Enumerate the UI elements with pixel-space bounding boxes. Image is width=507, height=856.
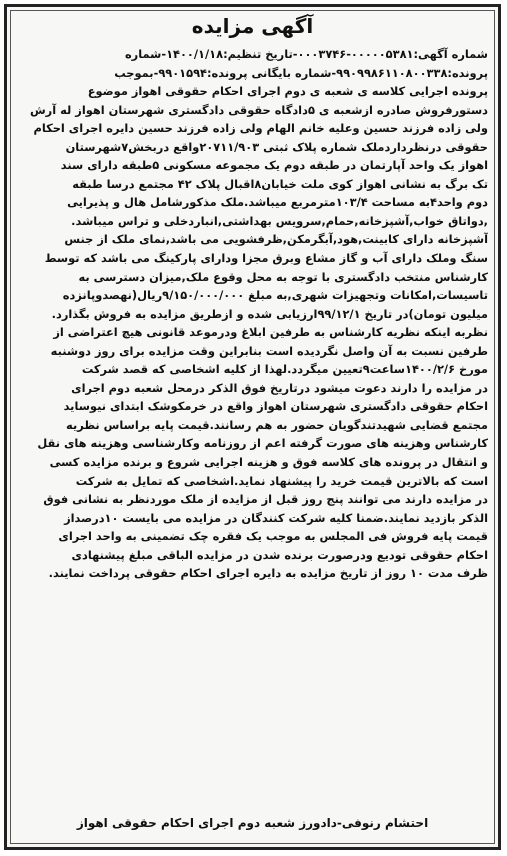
notice-line: احکام حقوقی دادگستری شهرستان اهواز واقع در خرمکوشک ابتدای نیوساید [63, 399, 488, 414]
notice-line: نظربه اینکه نظریه کارشناس به طرفین ابلاغ ودرموعد قانونی هیچ اعتراضی از [53, 325, 488, 340]
notice-line: کارشناس منتخب دادگستری با توجه به محل وقوع ملک,میزان دسترسی به [78, 269, 488, 284]
notice-line: در مزایده را دارند دعوت میشود درتاریخ فوق الذکر درمحل شعبه دوم اجرای [71, 380, 488, 395]
notice-line: الذکر بازدید نمایند.ضمنا کلیه شرکت کنندگان در مزایده می بایست ۱۰درصداز [64, 510, 488, 525]
notice-line: پرونده:۹۹۰۹۹۸۶۱۱۰۸۰۰۳۳۸-شماره بایگانی پرونده:۹۹۰۱۵۹۴-بموجب [114, 65, 488, 80]
notice-line: ظرف مدت ۱۰ روز از تاریخ مزایده به دایره اجرای احکام حقوقی پرداخت نمایند. [48, 566, 488, 581]
notice-body [17, 45, 488, 583]
notice-line: میلیون تومان)در تاریخ ۹۹/۱۲/۱ارزیابی شده و ازطریق مزایده به فروش بگذارد. [51, 306, 488, 321]
notice-line: تک برگ به نشانی اهواز کوی ملت خیابان۸اقبال پلاک ۴۲ مجتمع درسا طبقه [72, 176, 488, 191]
notice-line: و انتقال در پرونده های کلاسه فوق و هزینه اجرایی شروع و برنده مزایده کسی [49, 455, 488, 470]
notice-title: آگهی مزایده [191, 14, 314, 38]
notice-line: شماره آگهی:۰۰۰۰۰۵۳۸۱-۰۰۰۳۷۴۶-تاریخ تنظیم:۱۴۰۰/۱/۱۸-شماره [124, 47, 488, 61]
notice-line: احکام حقوقی تودیع ودرصورت برنده شدن در مزایده الباقی مبلغ پیشنهادی [71, 547, 488, 562]
notice-line: کارشناس وهزینه های صورت گرفته اعم از روزنامه وکارشناسی وهزینه های نقل [37, 436, 488, 451]
notice-line: حقوقی درنظرداردملک شماره پلاک ثبتی ۲۰۷۱۱/۹۰۳واقع دربخش۷شهرستان [65, 139, 488, 154]
notice-line: اهواز یک واحد آپارتمان در طبقه دوم یک مجموعه مسکونی ۵طبقه دارای سند [60, 158, 488, 173]
notice-line: مجتمع قضایی شهیدتندگویان حضور به هم رسانند.قیمت پایه براساس نظریه [66, 417, 488, 432]
notice-line: ولی زاده فرزند حسین وعلیه خانم الهام ولی زاده فرزند حسین دایره اجرای احکام [33, 121, 488, 136]
notice-signature: احتشام رنوفی-دادورز شعبه دوم اجرای احکام حقوقی اهواز [76, 816, 429, 830]
notice-line: قیمت پایه فروش فی المجلس به موجب یک فقره چک تضمینی به واحد اجرای [58, 529, 488, 544]
notice-line: طرفین نسبت به آن واصل نگردیده است بنابراین وقت مزایده برای روز دوشنبه [50, 343, 488, 358]
notice-line: دوم واحد۴به مساحت ۱۰۳/۴مترمربع میباشد.ملک مذکورشامل هال و پذیرایی [67, 195, 488, 210]
notice-line: مورخ ۱۴۰۰/۲/۶ساعت۹تعیین میگردد.لهذا از کلیه اشخاصی که قصد شرکت [81, 362, 488, 377]
notice-line: دستورفروش صادره ازشعبه ی ۵دادگاه حقوقی دادگستری شهرستان اهواز له آرش [29, 102, 488, 117]
notice-line: ,دواتاق خواب,آشپزخانه,حمام,سرویس بهداشتی,انباردخلی و تراس میباشد. [71, 213, 488, 228]
notice-line: تاسیسات,امکانات وتجهیزات شهری,به مبلغ ۹/۱۵۰/۰۰۰/۰۰۰ریال(نهصدوپانزده [62, 288, 488, 303]
notice-line: است که بالاترین قیمت خرید را پیشنهاد نماید.اشخاصی که تمایل به شرکت [75, 473, 488, 488]
notice-line: آشپزخانه دارای کابینت,هود,آبگرمکن,ظرفشویی می باشد,نمای ملک از جنس [64, 232, 488, 247]
notice-line: در مزایده دارند می توانند پنج روز قبل از مزایده از ملک مورد‌نظر به نشانی فوق [43, 492, 488, 507]
notice-frame [4, 4, 501, 850]
notice-line: پرونده اجرایی کلاسه ی شعبه ی دوم اجرای احکام حقوقی اهواز موضوع [87, 84, 488, 99]
notice-line: سنگ وملک دارای آب و گاز مشاع وبرق مجزا ودارای پارکینگ می باشد که توسط [44, 251, 488, 266]
